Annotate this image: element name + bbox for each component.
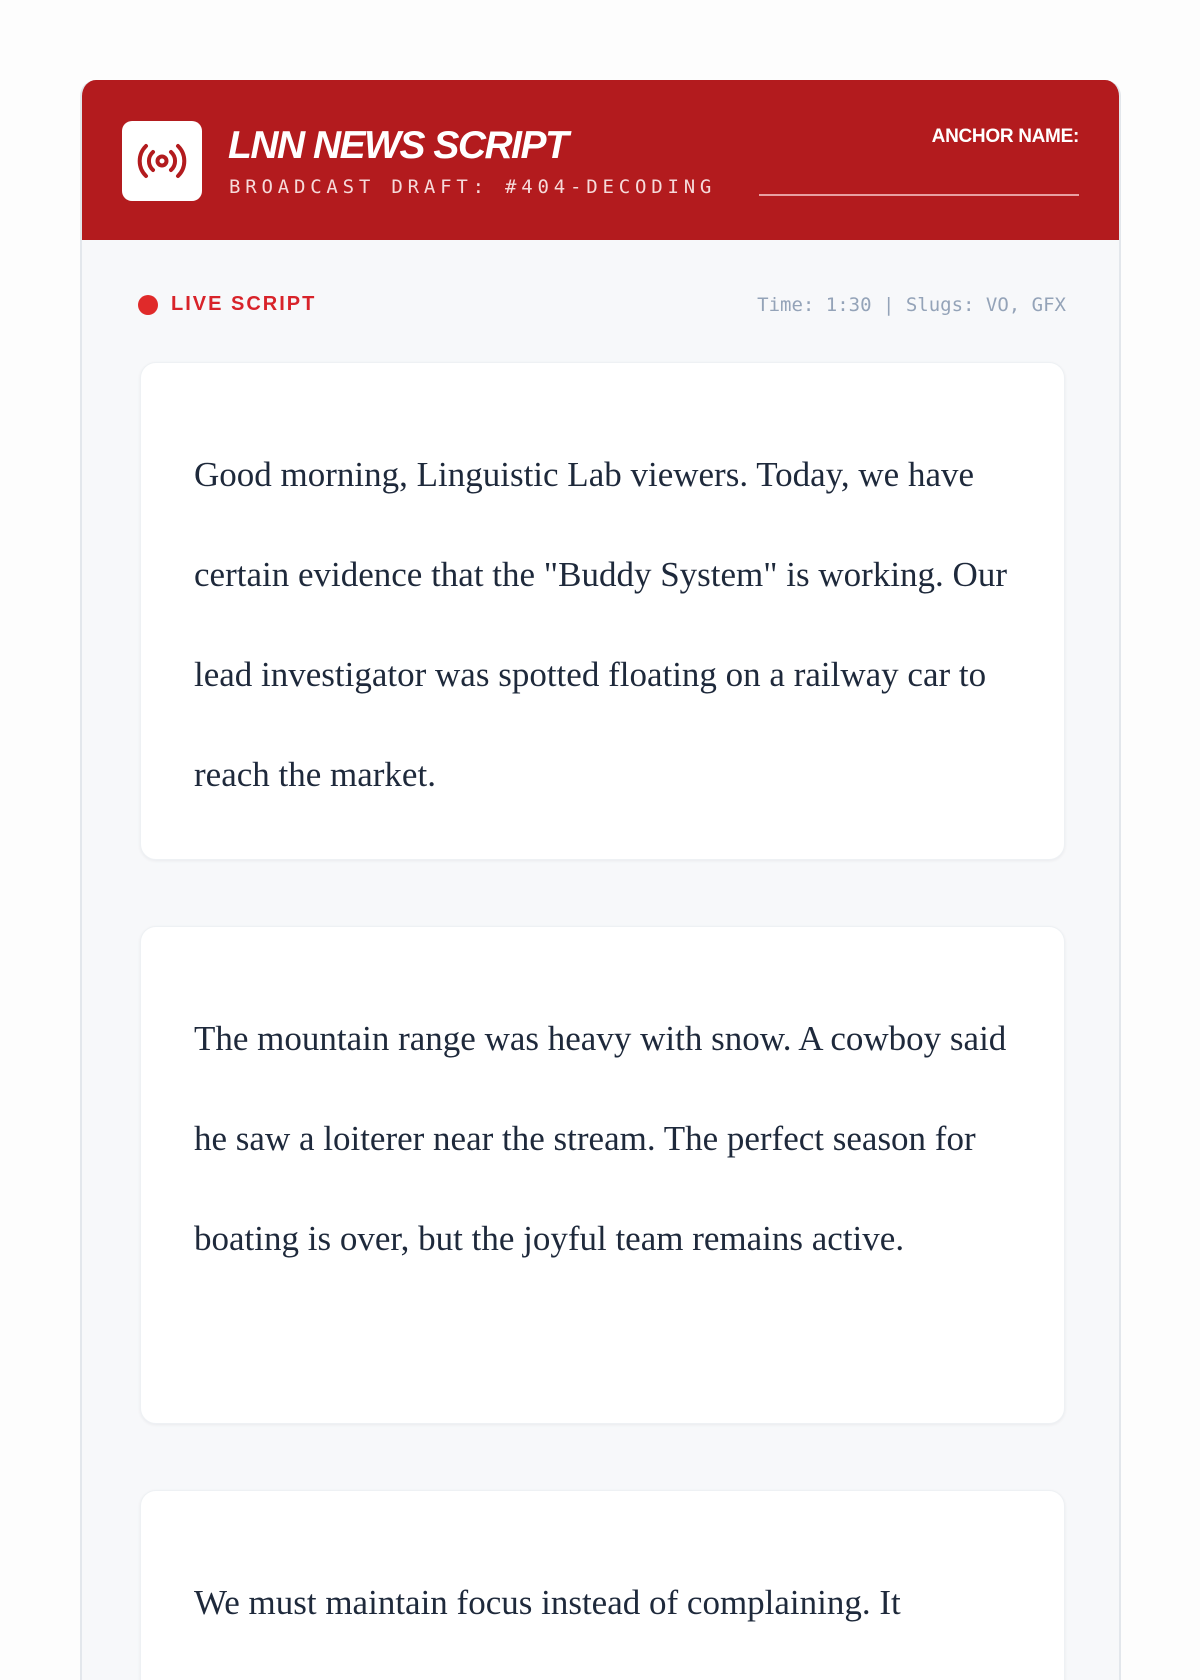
page-title: LNN NEWS SCRIPT [228,124,568,167]
script-paragraph-card [140,362,1065,860]
anchor-name-label: ANCHOR NAME: [931,126,1079,147]
broadcast-icon [137,141,187,181]
header-bar [82,80,1119,240]
script-paragraph-card [140,1490,1065,1680]
script-paragraph: We must maintain focus instead of complaining. It [194,1583,901,1622]
logo [122,121,202,201]
draft-id: BROADCAST DRAFT: #404-DECODING [229,176,717,198]
script-paragraph-card [140,926,1065,1424]
script-paragraph: The mountain range was heavy with snow. A cowboy said he saw a loiterer near the stream. The perfect season for boating is over, but the joyful team remains active. [194,1019,1007,1258]
status-row [138,288,1066,318]
live-label: LIVE SCRIPT [171,293,317,315]
script-meta: Time: 1:30 | Slugs: VO, GFX [757,294,1066,316]
script-paragraph: Good morning, Linguistic Lab viewers. Today, we have certain evidence that the "Buddy System" is working. Our lead investigator was spotted floating on a railway car to reach the market. [194,455,1007,794]
anchor-name-input[interactable] [759,160,1079,196]
script-sheet [80,80,1121,1680]
live-indicator-icon [138,295,158,315]
